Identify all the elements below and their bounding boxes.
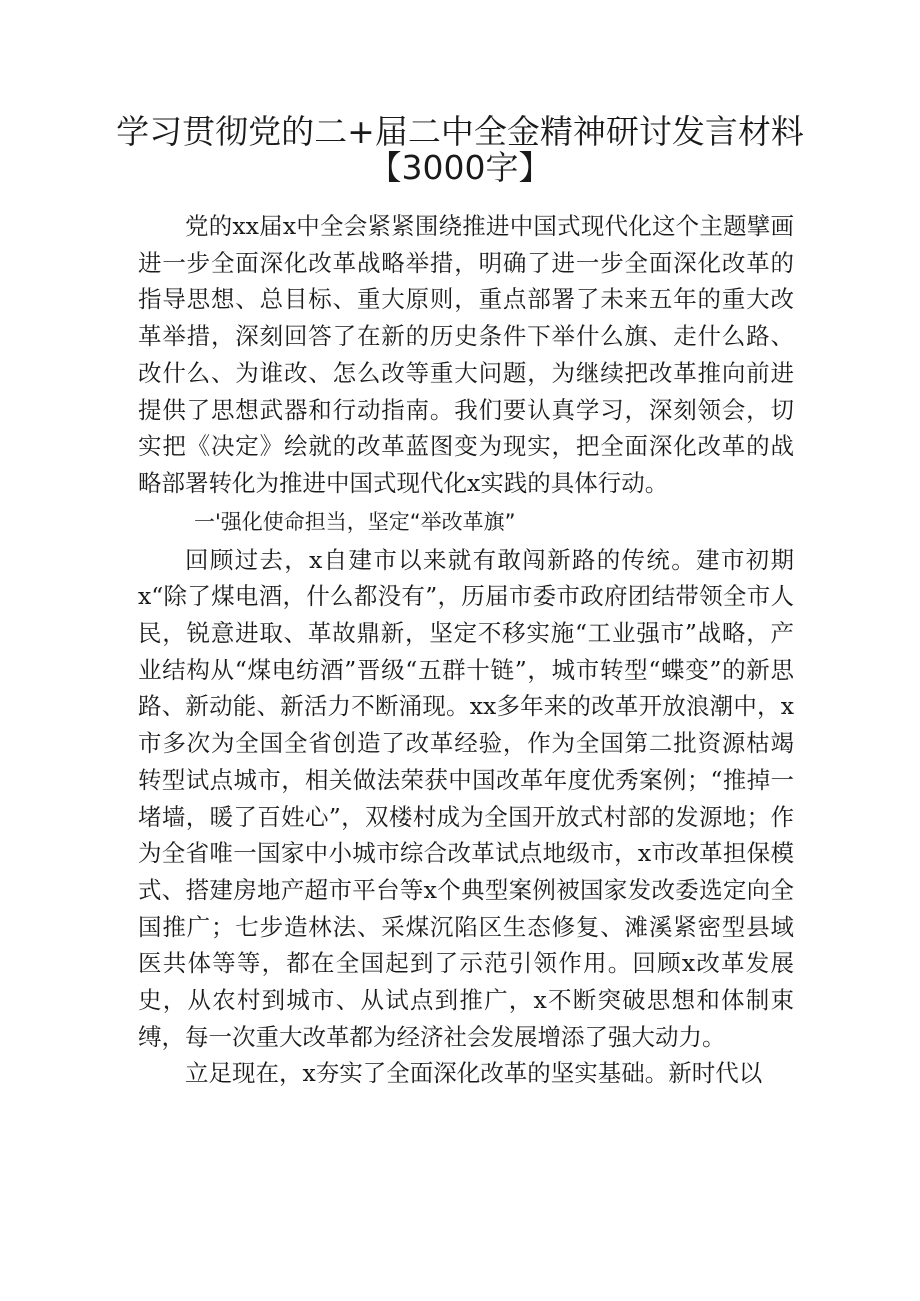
section-heading: 一'强化使命担当，坚定“举改革旗” — [194, 509, 516, 534]
document-title-line-2: 【3000字】 — [368, 148, 552, 187]
document-title-line-1: 学习贯彻党的二+届二中全金精神研讨发言材料 — [116, 112, 804, 151]
document-body — [138, 208, 794, 1092]
intro-paragraph: 党的xx届x中全会紧紧围绕推进中国式现代化这个主题擘画进一步全面深化改革战略举措，明确了进一步全面深化改革的指导思想、总目标、重大原则，重点部署了未来五年的重大改革举措，深刻回答了在新的历史条件下举什么旗、走什么路、改什么、为谁改、怎么改等重大问题，为继续把改革推向前进提供了思想武器和行动指南。我们要认真学习，深刻领会，切实把《决定》绘就的改革蓝图变为现实，把全面深化改革的战略部署转化为推进中国式现代化x实践的具体行动。 — [138, 212, 794, 497]
section-paragraph: 回顾过去，x自建市以来就有敢闯新路的传统。建市初期x“除了煤电酒，什么都没有”，历届市委市政府团结带领全市人民，锐意进取、革故鼎新，坚定不移实施“工业强市”战略，产业结构从“煤电纺酒”晋级“五群十链”，城市转型“蝶变”的新思路、新动能、新活力不断涌现。xx多年来的改革开放浪潮中，x市多次为全国全省创造了改革经验，作为全国第二批资源枯竭转型试点城市，相关做法荣获中国改革年度优秀案例；“推掉一堵墙，暖了百姓心”，双楼村成为全国开放式村部的发源地；作为全省唯一国家中小城市综合改革试点地级市，x市改革担保模式、搭建房地产超市平台等x个典型案例被国家发改委选定向全国推广；七步造林法、采煤沉陷区生态修复、滩溪紧密型县域医共体等等，都在全国起到了示范引领作用。回顾x改革发展史，从农村到城市、从试点到推广，x不断突破思想和体制束缚，每一次重大改革都为经济社会发展增添了强大动力。 — [138, 545, 794, 1051]
section-paragraph: 立足现在，x夯实了全面深化改革的坚实基础。新时代以 — [185, 1059, 763, 1088]
